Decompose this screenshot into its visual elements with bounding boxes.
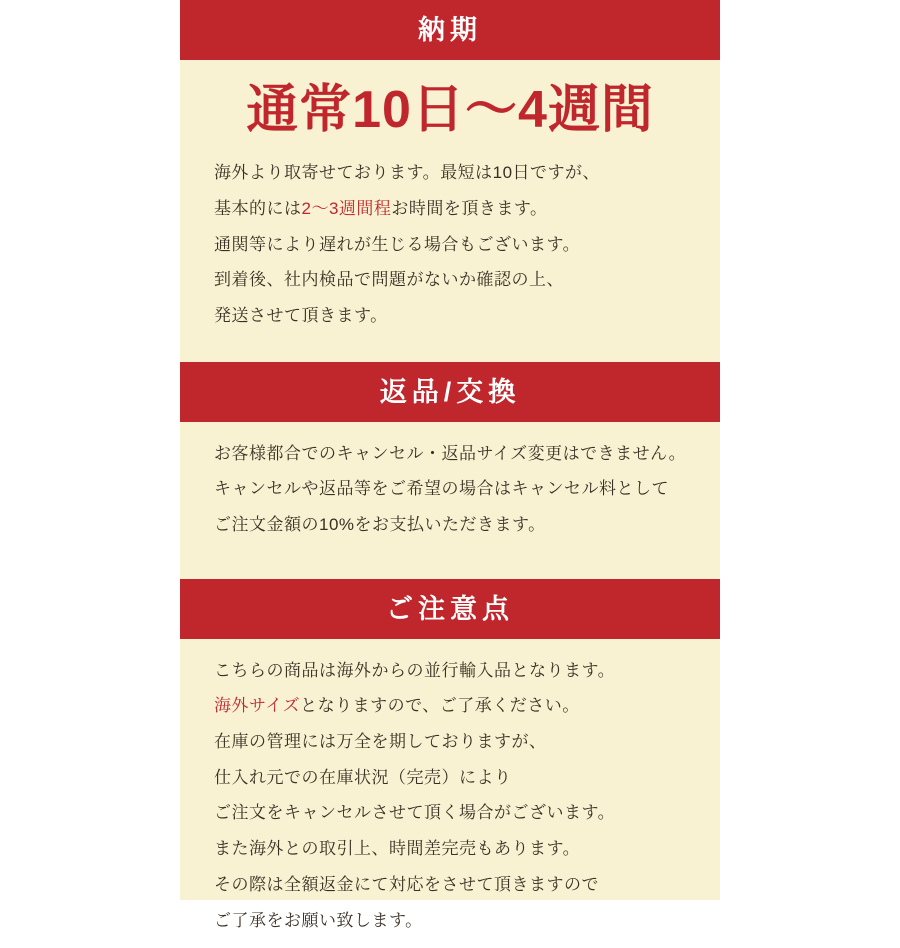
section-heading-delivery: 納期 <box>180 0 720 60</box>
notes-line-7 <box>214 867 686 903</box>
spacer-returns-top <box>214 428 686 436</box>
plain-text: お客様都合でのキャンセル・返品サイズ変更はできません。 <box>214 443 687 463</box>
delivery-line-4 <box>214 262 686 298</box>
plain-text: その際は全額返金にて対応をさせて頂きますので <box>214 874 599 894</box>
plain-text: 通関等により遅れが生じる場合もございます。 <box>214 234 581 254</box>
returns-line-1 <box>214 436 686 472</box>
returns-body <box>180 422 720 553</box>
plain-text: となりますので、ご了承ください。 <box>300 696 580 716</box>
notes-body <box>180 639 720 948</box>
plain-text: 基本的には <box>214 198 302 218</box>
plain-text: キャンセルや返品等をご希望の場合はキャンセル料として <box>214 479 669 499</box>
returns-line-3 <box>214 507 686 543</box>
spacer-notes-top <box>214 645 686 653</box>
delivery-line-2 <box>214 191 686 227</box>
plain-text: ご了承をお願い致します。 <box>214 910 423 930</box>
plain-text: こちらの商品は海外からの並行輸入品となります。 <box>214 660 616 680</box>
plain-text: 在庫の管理には万全を期しておりますが、 <box>214 732 547 752</box>
notes-line-6 <box>214 831 686 867</box>
delivery-headline: 通常10日〜4週間 <box>246 81 654 139</box>
spacer-2 <box>180 553 720 579</box>
plain-text: 海外より取寄せております。最短は10日ですが、 <box>214 163 601 183</box>
plain-text: お時間を頂きます。 <box>391 198 548 218</box>
returns-line-2 <box>214 471 686 507</box>
notes-line-4 <box>214 760 686 796</box>
delivery-line-5 <box>214 298 686 334</box>
plain-text: 仕入れ元での在庫状況（完売）により <box>214 767 512 787</box>
notes-line-8 <box>214 903 686 939</box>
spacer-1 <box>180 344 720 362</box>
section-heading-returns: 返品/交換 <box>180 362 720 422</box>
notes-line-3 <box>214 724 686 760</box>
accent-text: 2〜3週間程 <box>301 198 392 218</box>
plain-text: 発送させて頂きます。 <box>214 305 388 325</box>
plain-text: ご注文をキャンセルさせて頂く場合がございます。 <box>214 803 616 823</box>
section-heading-notes: ご注意点 <box>180 579 720 639</box>
plain-text: また海外との取引上、時間差完売もあります。 <box>214 839 581 859</box>
notes-line-5 <box>214 795 686 831</box>
plain-text: ご注文金額の10%をお支払いただきます。 <box>214 515 546 534</box>
notes-line-1 <box>214 653 686 689</box>
accent-text: 海外サイズ <box>214 696 301 716</box>
delivery-body <box>180 153 720 343</box>
info-panel <box>180 0 720 930</box>
plain-text: 到着後、社内検品で問題がないか確認の上、 <box>214 270 564 290</box>
notes-line-2 <box>214 688 686 724</box>
delivery-line-3 <box>214 227 686 263</box>
delivery-line-1 <box>214 155 686 191</box>
